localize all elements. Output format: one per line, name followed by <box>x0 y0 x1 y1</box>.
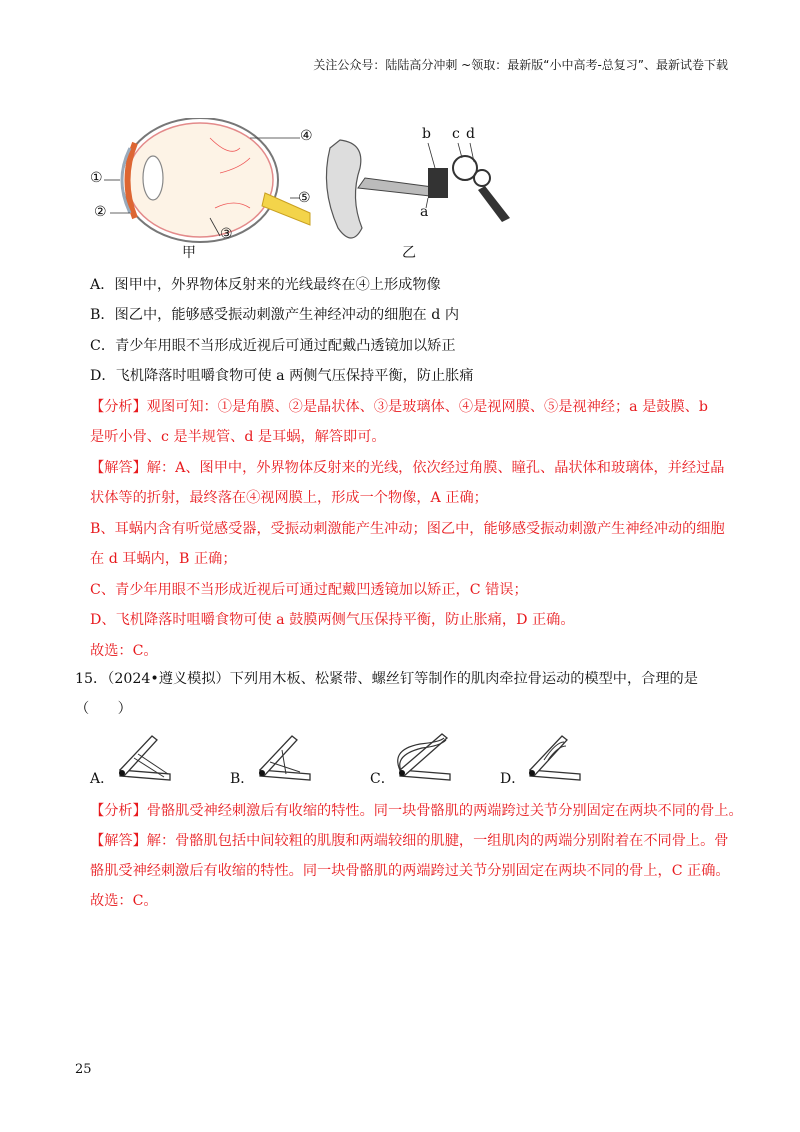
ear-label-c: c <box>452 126 460 142</box>
q14-option-b: B．图乙中，能够感受振动刺激产生神经冲动的细胞在 d 内 <box>90 307 460 323</box>
q15-analysis: 【分析】骨骼肌受神经刺激后有收缩的特性。同一块骨骼肌的两端跨过关节分别固定在两块不同的骨上。 <box>90 803 743 819</box>
ear-diagram <box>326 140 510 238</box>
q15-option-d-label: D． <box>500 771 526 787</box>
q15-answer-line-1: 【解答】解：骨骼肌包括中间较粗的肌腹和两端较细的肌腱，一组肌肉的两端分别附着在不同骨上。骨 <box>90 833 729 849</box>
eye-diagram <box>104 118 310 242</box>
eye-label-4: ④ <box>300 128 313 144</box>
q15-option-a <box>90 730 210 790</box>
muscle-model-b-icon <box>230 730 350 790</box>
page-number: 25 <box>75 1062 92 1077</box>
q14-option-d: D．飞机降落时咀嚼食物可使 a 两侧气压保持平衡，防止胀痛 <box>90 368 474 384</box>
q14-answer-line-5: C、青少年用眼不当形成近视后可通过配戴凹透镜加以矫正，C 错误； <box>90 582 528 598</box>
ear-label-b: b <box>422 126 431 142</box>
q15-option-c <box>370 730 490 790</box>
eye-ear-figure <box>90 118 530 268</box>
q14-analysis-line-1: 【分析】观图可知：①是角膜、②是晶状体、③是玻璃体、④是视网膜、⑤是视神经；a 是鼓膜、b <box>90 399 708 415</box>
caption-right: 乙 <box>402 245 416 261</box>
q14-answer-line-1: 【解答】解：A、图甲中，外界物体反射来的光线，依次经过角膜、瞳孔、晶状体和玻璃体，并经过晶 <box>90 460 725 476</box>
q15-stem: 15．（2024•遵义模拟）下列用木板、松紧带、螺丝钉等制作的肌肉牵拉骨运动的模型中，合理的是 <box>75 671 698 687</box>
q15-option-b <box>230 730 350 790</box>
q14-answer-line-4: 在 d 耳蜗内，B 正确； <box>90 551 237 567</box>
muscle-model-d-icon <box>500 730 620 790</box>
q15-options <box>90 730 590 790</box>
q14-option-a: A．图甲中，外界物体反射来的光线最终在④上形成物像 <box>90 277 441 293</box>
eye-label-3: ③ <box>220 226 233 242</box>
eye-label-2: ② <box>94 204 107 220</box>
q15-option-a-label: A． <box>90 771 115 787</box>
q15-stem-2: （ ） <box>75 701 132 717</box>
caption-left: 甲 <box>182 245 196 261</box>
q14-answer-line-6: D、飞机降落时咀嚼食物可使 a 鼓膜两侧气压保持平衡，防止胀痛，D 正确。 <box>90 612 575 628</box>
q15-answer-line-3: 故选：C。 <box>90 893 158 909</box>
ear-label-a: a <box>420 204 429 220</box>
q14-analysis-line-2: 是听小骨、c 是半规管、d 是耳蜗，解答即可。 <box>90 429 386 445</box>
q15-option-d <box>500 730 620 790</box>
ear-label-d: d <box>466 126 475 142</box>
eye-label-1: ① <box>90 170 103 186</box>
muscle-model-a-icon <box>90 730 210 790</box>
muscle-model-c-icon <box>370 730 490 790</box>
page-header: 关注公众号：陆陆高分冲刺 ~领取：最新版“小中高考-总复习”、最新试卷下载 <box>313 58 728 72</box>
q15-option-b-label: B． <box>230 771 255 787</box>
eye-label-5: ⑤ <box>298 190 311 206</box>
q14-answer-line-7: 故选：C。 <box>90 643 158 659</box>
q14-answer-line-3: B、耳蜗内含有听觉感受器，受振动刺激能产生冲动；图乙中，能够感受振动刺激产生神经冲动的细胞 <box>90 521 725 537</box>
q15-option-c-label: C． <box>370 771 395 787</box>
q14-answer-line-2: 状体等的折射，最终落在④视网膜上，形成一个物像，A 正确； <box>90 490 488 506</box>
q14-option-c: C．青少年用眼不当形成近视后可通过配戴凸透镜加以矫正 <box>90 338 456 354</box>
q15-answer-line-2: 骼肌受神经刺激后有收缩的特性。同一块骨骼肌的两端跨过关节分别固定在两块不同的骨上，C 正确。 <box>90 863 730 879</box>
